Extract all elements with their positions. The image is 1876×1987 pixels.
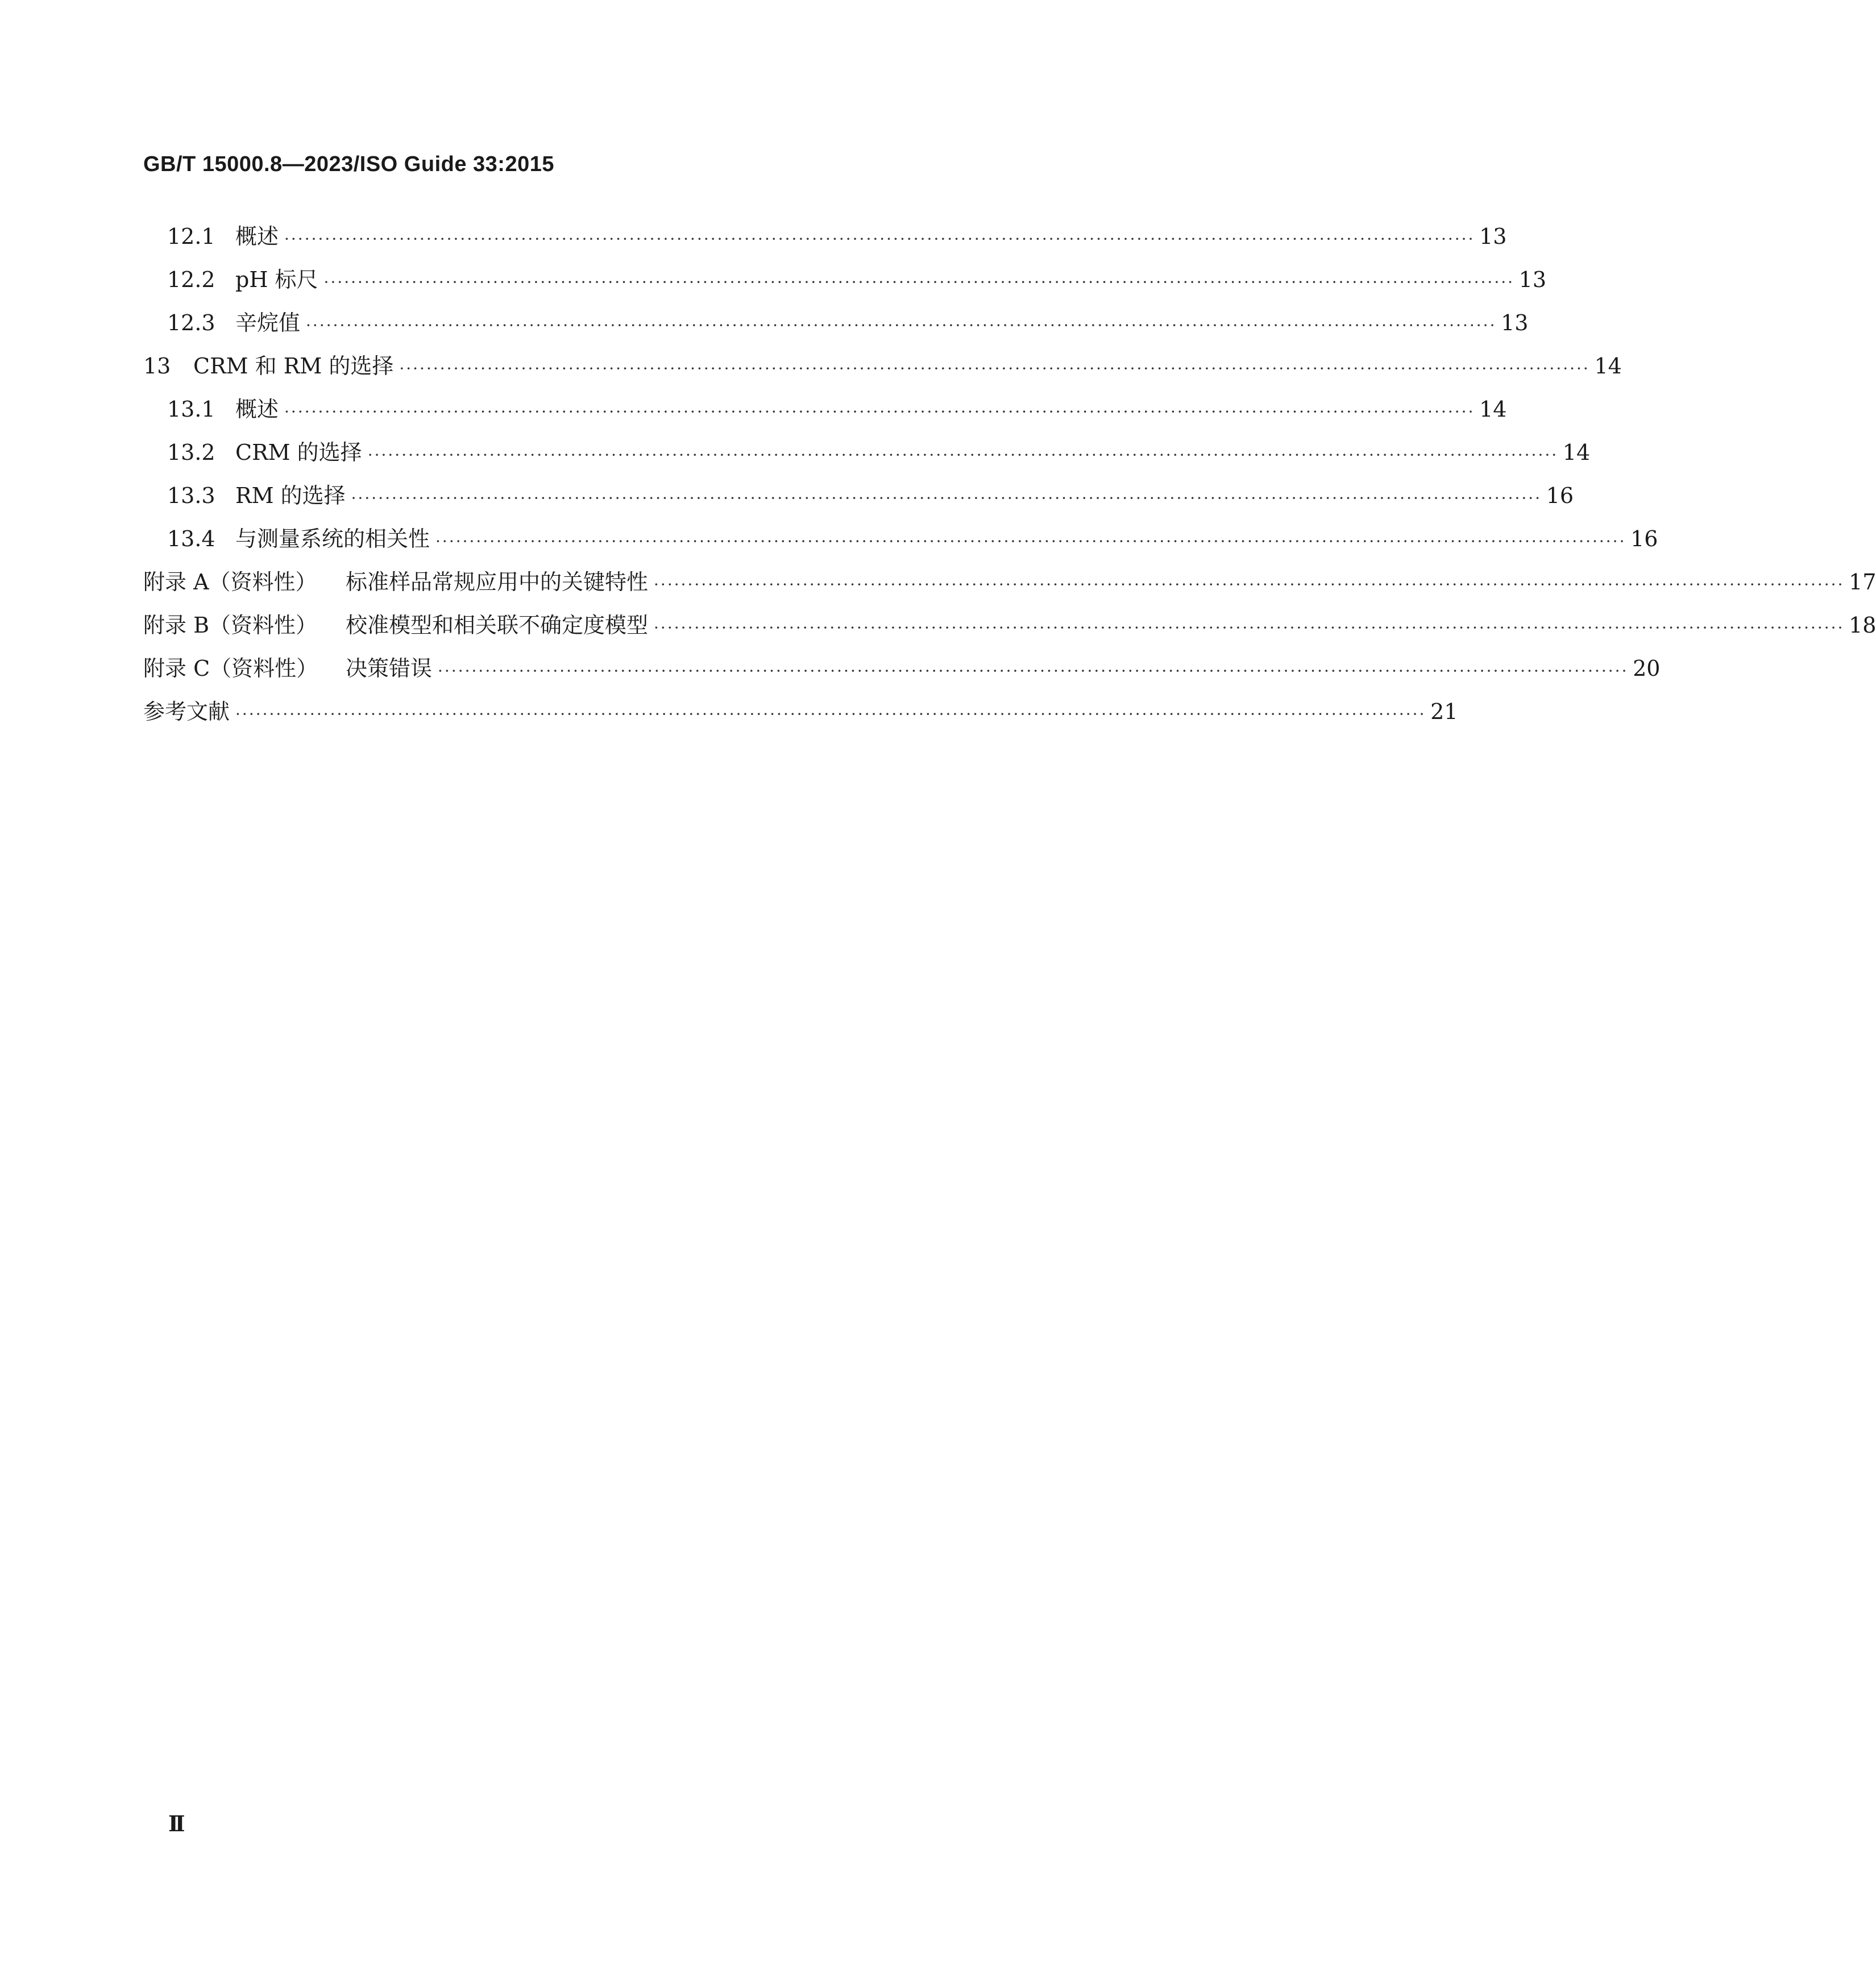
- toc-entry-number: 附录 B（资料性）: [143, 613, 318, 638]
- toc-dot-leader: ················································································································································································: [284, 402, 1475, 421]
- toc-entry-13[interactable]: [143, 349, 1622, 383]
- toc-entry-number: 附录 A（资料性）: [143, 570, 317, 595]
- toc-entry-title: 与测量系统的相关性: [235, 526, 430, 551]
- toc-entry-appendix-b[interactable]: [143, 608, 1876, 642]
- toc-dot-leader: ················································································································································································: [306, 316, 1497, 335]
- toc-entry-page: 20: [1633, 656, 1661, 681]
- toc-entry-number: 13.1: [167, 397, 215, 422]
- toc-entry-13-1[interactable]: [167, 392, 1507, 426]
- toc-entry-13-4[interactable]: [167, 522, 1658, 556]
- toc-entry-page: 13: [1479, 224, 1507, 249]
- toc-entry-title: CRM 和 RM 的选择: [193, 354, 394, 379]
- toc-entry-number: 12.1: [167, 224, 215, 249]
- toc-dot-leader: ················································································································································································: [235, 705, 1426, 724]
- toc-entry-title: 概述: [235, 224, 279, 249]
- toc-entry-page: 14: [1562, 440, 1591, 465]
- toc-entry-page: 13: [1518, 267, 1547, 292]
- toc-entry-number: 12.3: [167, 310, 215, 335]
- toc-entry-title: 参考文献: [143, 699, 230, 724]
- toc-entry-page: 17: [1849, 570, 1876, 595]
- toc-entry-page: 14: [1479, 397, 1507, 422]
- toc-entry-12-3[interactable]: [167, 306, 1529, 340]
- page-number: II: [168, 1811, 182, 1836]
- toc-entry-12-1[interactable]: [167, 219, 1507, 253]
- toc-entry-references[interactable]: [143, 695, 1458, 729]
- toc-dot-leader: ················································································································································································: [654, 575, 1845, 594]
- toc-dot-leader: ················································································································································································: [284, 230, 1475, 248]
- toc-entry-page: 14: [1594, 354, 1622, 379]
- toc-dot-leader: ················································································································································································: [399, 359, 1590, 378]
- toc-entry-12-2[interactable]: [167, 263, 1547, 297]
- toc-entry-number: 13.2: [167, 440, 215, 465]
- toc-entry-title: RM 的选择: [235, 483, 346, 508]
- toc-entry-title: 校准模型和相关联不确定度模型: [346, 613, 649, 638]
- toc-entry-title: pH 标尺: [235, 267, 318, 292]
- toc-entry-number: 12.2: [167, 267, 215, 292]
- toc-dot-leader: ················································································································································································: [323, 273, 1515, 292]
- toc-entry-page: 13: [1501, 310, 1529, 335]
- toc-dot-leader: ················································································································································································: [654, 618, 1845, 637]
- toc-dot-leader: ················································································································································································: [351, 489, 1542, 508]
- toc-entry-appendix-c[interactable]: [143, 651, 1661, 685]
- toc-entry-title: 辛烷值: [235, 310, 301, 335]
- toc-entry-number: 13: [143, 354, 171, 379]
- toc-entry-number: 13.4: [167, 526, 215, 551]
- toc-entry-appendix-a[interactable]: [143, 565, 1876, 599]
- toc-entry-title: 概述: [235, 397, 279, 422]
- toc-entry-page: 16: [1546, 483, 1574, 508]
- toc-entry-13-3[interactable]: [167, 479, 1574, 513]
- toc-entry-page: 18: [1849, 613, 1876, 638]
- toc-entry-number: 附录 C（资料性）: [143, 656, 318, 681]
- toc-entry-page: 16: [1630, 526, 1658, 551]
- toc-entry-title: CRM 的选择: [235, 440, 362, 465]
- toc-entry-13-2[interactable]: [167, 435, 1591, 469]
- toc-dot-leader: ················································································································································································: [438, 662, 1629, 680]
- toc-entry-number: 13.3: [167, 483, 215, 508]
- toc-entry-page: 21: [1430, 699, 1458, 724]
- toc-dot-leader: ················································································································································································: [367, 446, 1559, 464]
- document-header: GB/T 15000.8—2023/ISO Guide 33:2015: [143, 152, 554, 176]
- toc-dot-leader: ················································································································································································: [435, 532, 1626, 551]
- toc-entry-title: 标准样品常规应用中的关键特性: [346, 570, 649, 595]
- toc-entry-title: 决策错误: [346, 656, 433, 681]
